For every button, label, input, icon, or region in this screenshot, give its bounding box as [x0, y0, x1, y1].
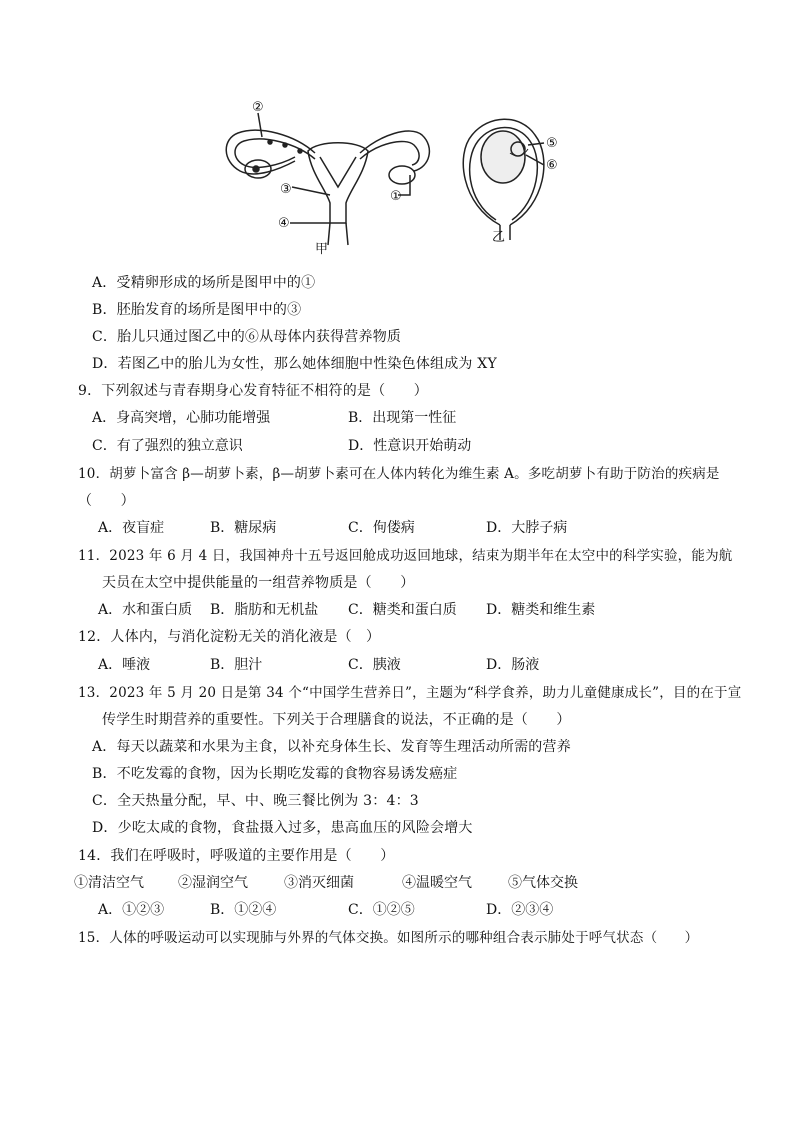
q10-option-b: B．糖尿病	[210, 520, 277, 536]
uterus-diagram	[226, 113, 429, 245]
marker-1: ①	[390, 189, 402, 204]
q14-option-d: D．②③④	[486, 902, 554, 918]
figure-label-yi: 乙	[492, 230, 506, 245]
fetus-diagram	[463, 119, 544, 240]
q14-item-3: ③消灭细菌	[284, 875, 354, 891]
q10-stem-line1: 10．胡萝卜富含 β—胡萝卜素，β—胡萝卜素可在人体内转化为维生素 A。多吃胡萝卜有助于防治的疾病是	[78, 466, 720, 482]
marker-4: ④	[278, 216, 290, 231]
q14-item-1: ①清洁空气	[74, 875, 144, 891]
q14-option-a: A．①②③	[98, 902, 165, 918]
q14-item-4: ④温暖空气	[402, 875, 472, 891]
q12-option-c: C．胰液	[348, 657, 401, 673]
q10-option-c: C．佝偻病	[348, 520, 415, 536]
q12-option-a: A．唾液	[98, 657, 151, 673]
q11-option-b: B．脂肪和无机盐	[210, 602, 319, 618]
q12-stem: 12．人体内，与消化淀粉无关的消化液是（ ）	[78, 629, 381, 645]
q10-stem-line2: （ ）	[78, 493, 135, 509]
q9-option-d: D．性意识开始萌动	[348, 438, 472, 454]
marker-2: ②	[252, 100, 264, 115]
marker-3: ③	[280, 182, 292, 197]
q8-option-d: D．若图乙中的胎儿为女性，那么她体细胞中性染色体组成为 XY	[92, 356, 497, 372]
q11-stem-line2: 天员在太空中提供能量的一组营养物质是（ ）	[102, 575, 415, 591]
q9-stem: 9．下列叙述与青春期身心发育特征不相符的是（ ）	[78, 383, 428, 399]
q14-option-b: B．①②④	[210, 902, 277, 918]
q13-option-a: A．每天以蔬菜和水果为主食，以补充身体生长、发育等生理活动所需的营养	[92, 739, 571, 755]
figure-area	[200, 95, 600, 265]
q11-option-d: D．糖类和维生素	[486, 602, 596, 618]
q9-option-c: C．有了强烈的独立意识	[92, 438, 243, 454]
reproduction-diagram	[200, 95, 600, 265]
q13-stem-line2: 传学生时期营养的重要性。下列关于合理膳食的说法，不正确的是（ ）	[102, 712, 571, 728]
q9-option-a: A．身高突增，心肺功能增强	[92, 410, 271, 426]
q10-option-a: A．夜盲症	[98, 520, 165, 536]
q14-stem: 14．我们在呼吸时，呼吸道的主要作用是（ ）	[78, 848, 395, 864]
q12-option-b: B．胆汁	[210, 657, 263, 673]
q13-stem-line1: 13．2023 年 5 月 20 日是第 34 个“中国学生营养日”，主题为“科学食养，助力儿童健康成长”，目的在于宣	[78, 685, 742, 701]
q14-item-5: ⑤气体交换	[508, 875, 578, 891]
q11-stem-line1: 11．2023 年 6 月 4 日，我国神舟十五号返回舱成功返回地球，结束为期半年在太空中的科学实验，能为航	[78, 548, 733, 564]
q8-option-b: B．胚胎发育的场所是图甲中的③	[92, 302, 302, 318]
q12-option-d: D．肠液	[486, 657, 540, 673]
marker-5: ⑤	[546, 136, 558, 151]
q14-option-c: C．①②⑤	[348, 902, 415, 918]
q14-item-2: ②湿润空气	[178, 875, 248, 891]
figure-label-jia: 甲	[315, 242, 329, 257]
q13-option-b: B．不吃发霉的食物，因为长期吃发霉的食物容易诱发癌症	[92, 766, 458, 782]
q10-option-d: D．大脖子病	[486, 520, 568, 536]
q11-option-a: A．水和蛋白质	[98, 602, 193, 618]
q13-option-c: C．全天热量分配，早、中、晚三餐比例为 3：4：3	[92, 793, 419, 809]
q9-option-b: B．出现第一性征	[348, 410, 457, 426]
q13-option-d: D．少吃太咸的食物，食盐摄入过多，患高血压的风险会增大	[92, 820, 473, 836]
q8-option-c: C．胎儿只通过图乙中的⑥从母体内获得营养物质	[92, 329, 402, 345]
q11-option-c: C．糖类和蛋白质	[348, 602, 457, 618]
marker-6: ⑥	[546, 158, 558, 173]
q8-option-a: A．受精卵形成的场所是图甲中的①	[92, 275, 316, 291]
q15-stem: 15．人体的呼吸运动可以实现肺与外界的气体交换。如图所示的哪种组合表示肺处于呼气状态（ ）	[78, 930, 699, 946]
